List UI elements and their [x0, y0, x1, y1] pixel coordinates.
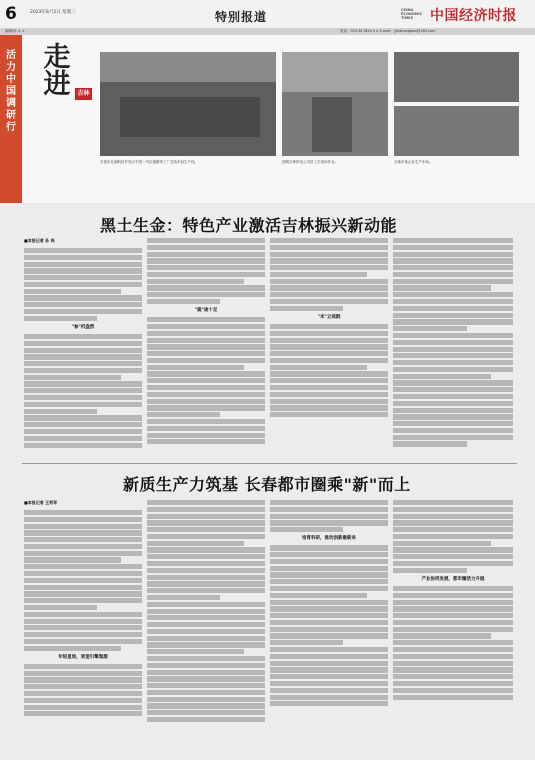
- paper-name-en: CHINA ECONOMIC TIMES: [401, 8, 423, 20]
- section-title: 特别报道: [215, 10, 268, 24]
- issue-date: 2023年8月2日 星期三: [30, 10, 76, 15]
- article-1-subhead-2: "鹿"途十足: [194, 308, 218, 314]
- article-1-col-3: [270, 238, 388, 460]
- article-1-byline: ■本报记者 孙 尚: [24, 238, 55, 243]
- article-1-col-4: [393, 238, 513, 460]
- article-2-subhead-3: 产业协同发展，都市圈活力升级: [421, 577, 485, 582]
- contact-info: 电话：010-81785××× E-mail：jjrbzhongbao@163.com: [340, 29, 436, 33]
- article-1-col-1: [24, 238, 142, 460]
- workshop-photo-1: [394, 52, 519, 102]
- page-header: [0, 0, 535, 28]
- article-divider: [22, 463, 517, 464]
- article-2-subhead-2: 培育科研，推动创新最新来: [302, 536, 356, 542]
- article-2-byline: ■本报记者 王利军: [24, 500, 58, 505]
- masthead-logo: 中国经济时报: [430, 8, 517, 24]
- province-badge: 吉林: [75, 88, 92, 100]
- column-label: 活力中国调研行: [6, 50, 16, 133]
- worker-photo: [282, 52, 388, 156]
- caption-2: 国网吉林供电公司员工在现场作业。: [282, 160, 338, 164]
- article-2-headline: 新质生产力筑基 长春都市圈乘"新"而上: [123, 475, 411, 494]
- editor-bar: [0, 28, 535, 35]
- caption-1: 长春市北湖科技开发区中国一汽红旗繁荣工厂总装车间生产线。: [100, 160, 198, 164]
- article-1-col-2: [147, 238, 265, 460]
- editor-info: 编辑/孙 × ×: [5, 29, 25, 33]
- article-2-col-1: [24, 500, 142, 752]
- article-1-subhead-3: "米"立鸡群: [317, 315, 341, 320]
- article-2-subhead-1: 年轻星坡，更造引擎集群: [58, 654, 108, 660]
- article-1-headline: 黑土生金：特色产业激活吉林振兴新动能: [100, 216, 398, 235]
- factory-photo: [100, 52, 276, 156]
- workshop-photo-2: [394, 106, 519, 156]
- article-2-col-2: [147, 500, 265, 752]
- article-2-col-3: [270, 500, 388, 752]
- caption-3: 吉林市某企业生产车间。: [394, 160, 433, 164]
- article-2-col-4: [393, 500, 513, 752]
- feature-big-title: 走进: [43, 42, 71, 100]
- article-1-subhead-1: "参"机盎然: [71, 325, 95, 330]
- page-number: 6: [5, 4, 17, 24]
